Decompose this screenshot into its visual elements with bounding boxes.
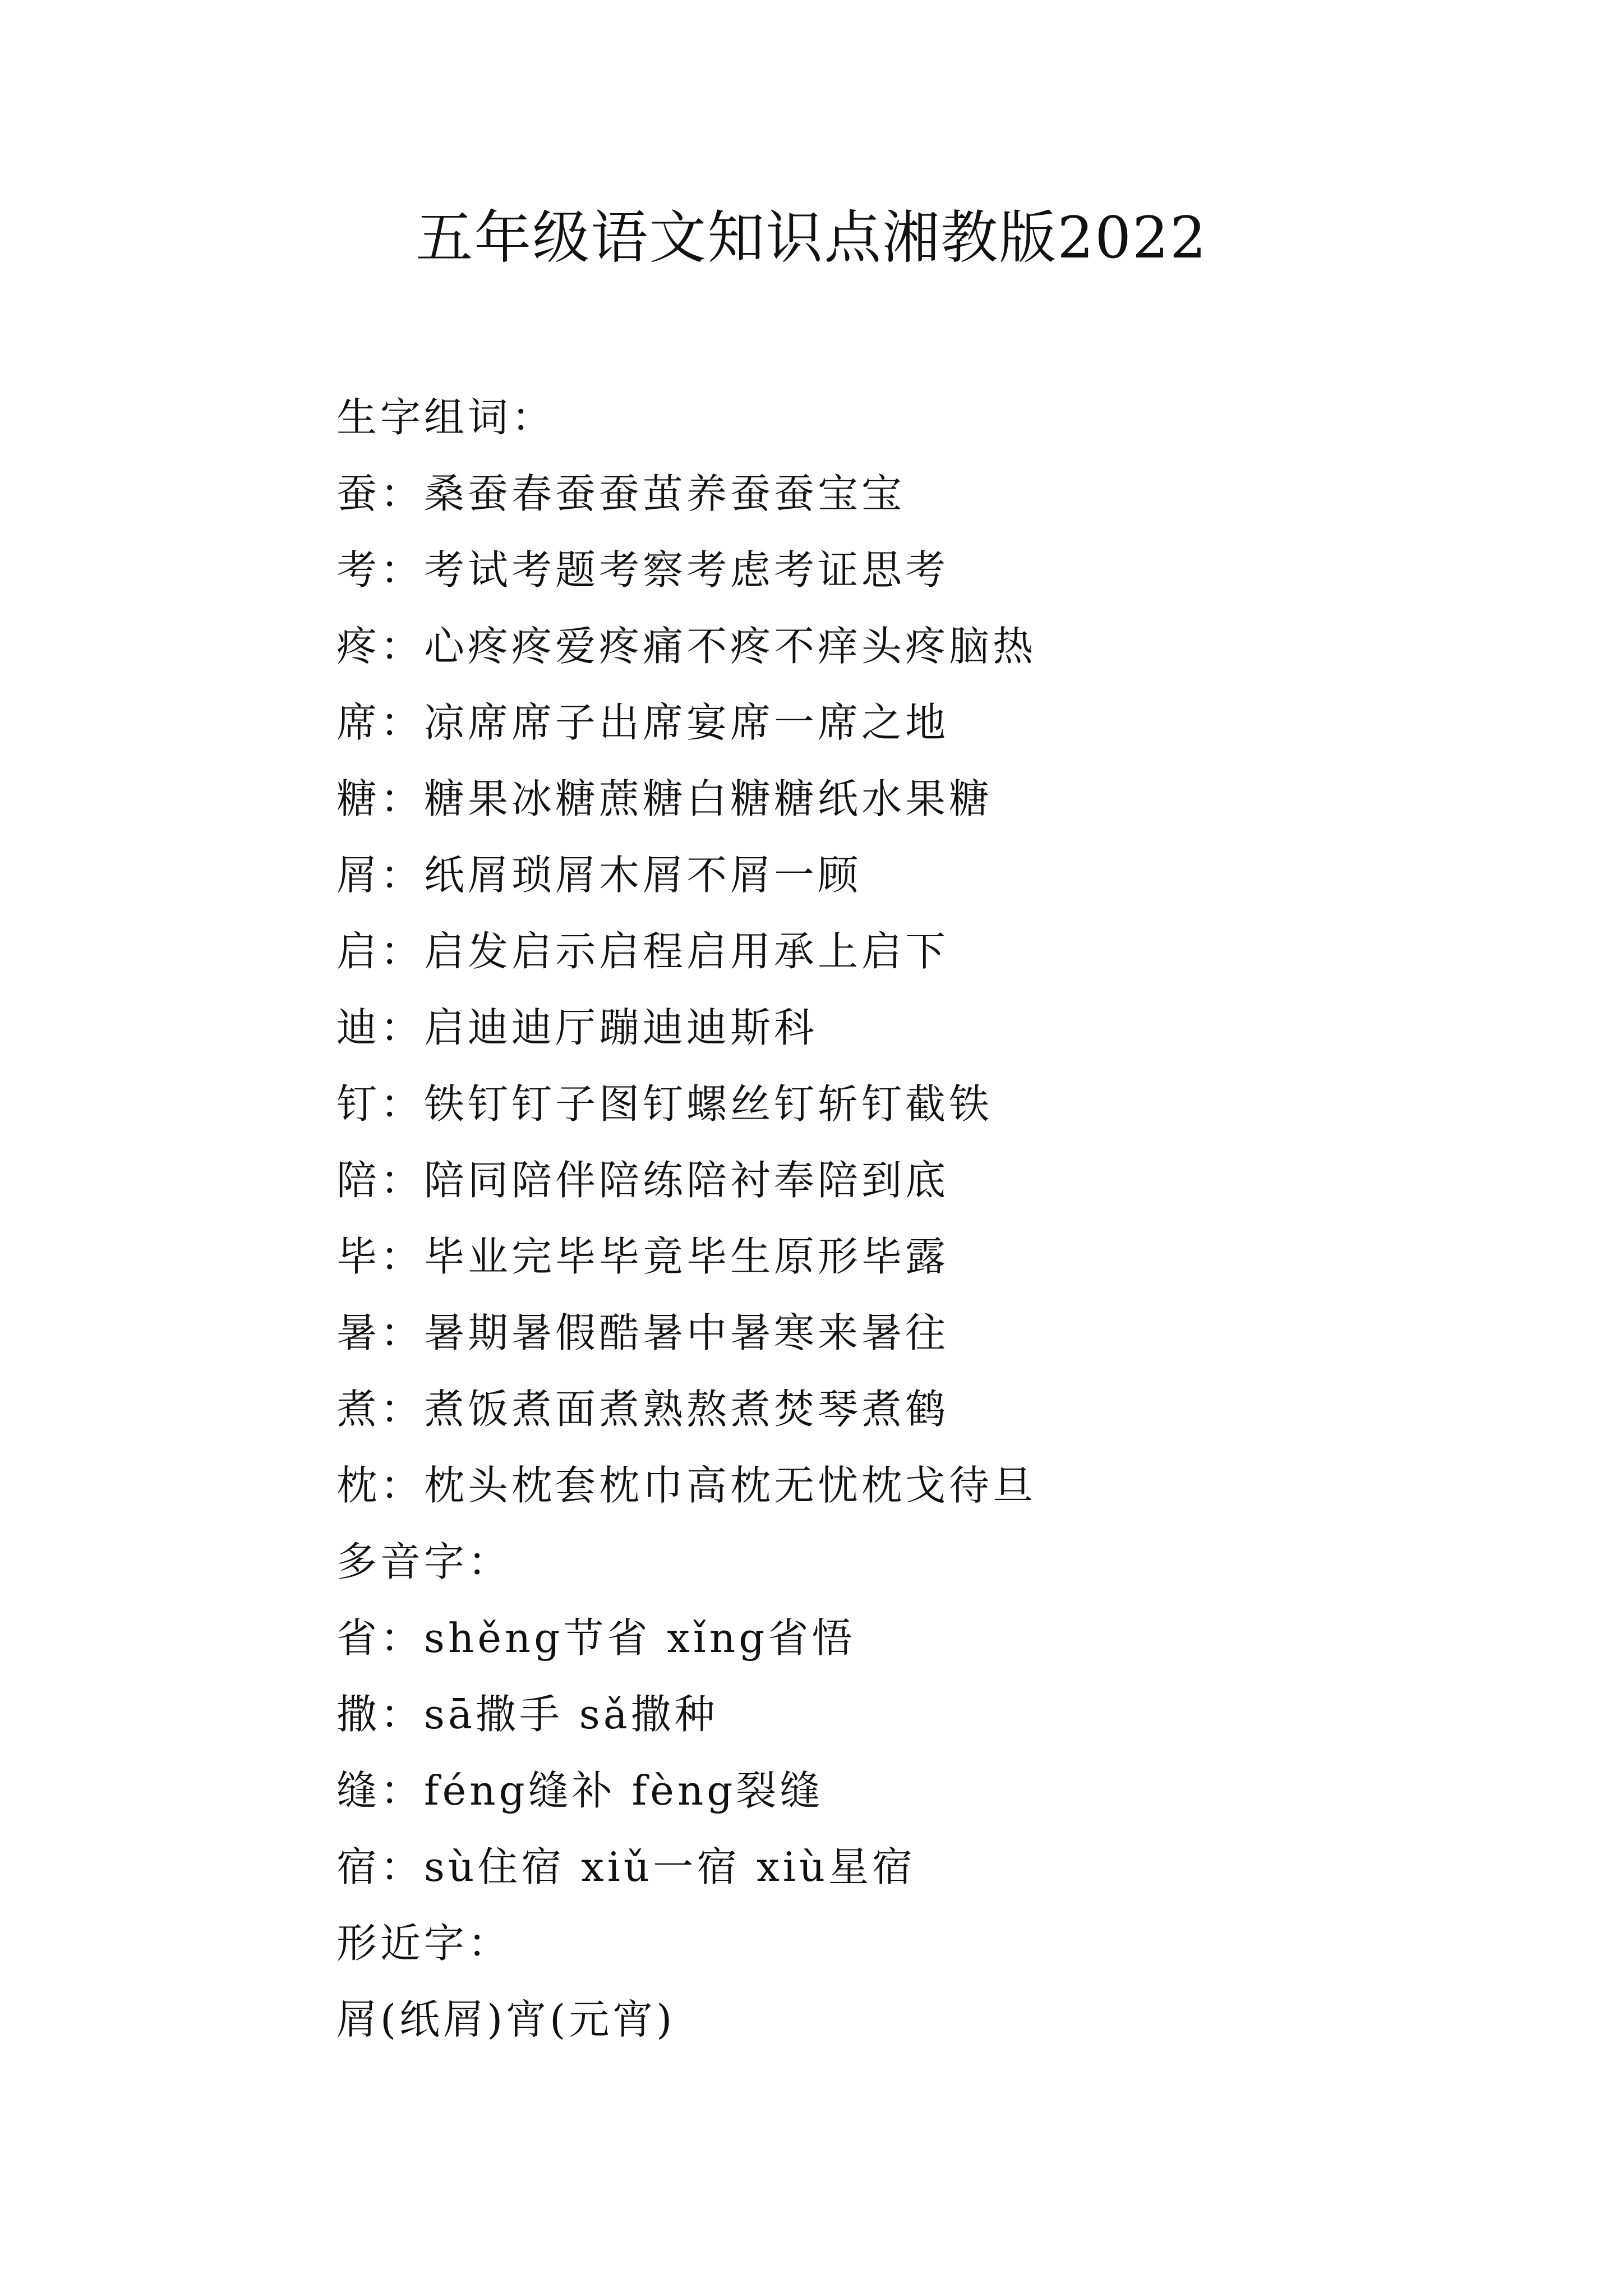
vocab-line: 屑：纸屑琐屑木屑不屑一顾	[336, 852, 862, 899]
vocab-line: 钉：铁钉钉子图钉螺丝钉斩钉截铁	[336, 1080, 993, 1128]
vocab-line: 陪：陪同陪伴陪练陪衬奉陪到底	[336, 1157, 949, 1204]
polyphone-line: 缝：féng缝补 fèng裂缝	[336, 1767, 824, 1814]
vocab-line: 启：启发启示启程启用承上启下	[336, 928, 949, 975]
vocab-line: 迪：启迪迪厅蹦迪迪斯科	[336, 1004, 818, 1051]
vocab-line: 考：考试考题考察考虑考证思考	[336, 546, 949, 593]
vocab-line: 蚕：桑蚕春蚕蚕茧养蚕蚕宝宝	[336, 470, 906, 517]
polyphone-line: 省：shěng节省 xǐng省悟	[336, 1614, 856, 1662]
vocab-line: 糖：糖果冰糖蔗糖白糖糖纸水果糖	[336, 775, 993, 822]
vocab-line: 暑：暑期暑假酷暑中暑寒来暑往	[336, 1309, 949, 1356]
document-body	[336, 379, 1514, 2058]
vocab-line: 席：凉席席子出席宴席一席之地	[336, 699, 949, 746]
vocab-line: 毕：毕业完毕毕竟毕生原形毕露	[336, 1233, 949, 1280]
section-heading-polyphones: 多音字：	[336, 1538, 512, 1585]
polyphone-line: 宿：sù住宿 xiǔ一宿 xiù星宿	[336, 1843, 916, 1890]
polyphone-line: 撒：sā撒手 sǎ撒种	[336, 1691, 718, 1738]
similar-character-line: 屑(纸屑)宵(元宵)	[336, 1996, 676, 2043]
vocab-line: 枕：枕头枕套枕巾高枕无忧枕戈待旦	[336, 1462, 1037, 1509]
section-heading-vocabulary: 生字组词：	[336, 394, 556, 441]
section-heading-similar-characters: 形近字：	[336, 1920, 512, 1967]
vocab-line: 煮：煮饭煮面煮熟熬煮焚琴煮鹤	[336, 1386, 949, 1433]
document-title: 五年级语文知识点湘教版2022	[416, 205, 1207, 272]
vocab-line: 疼：心疼疼爱疼痛不疼不痒头疼脑热	[336, 623, 1037, 670]
